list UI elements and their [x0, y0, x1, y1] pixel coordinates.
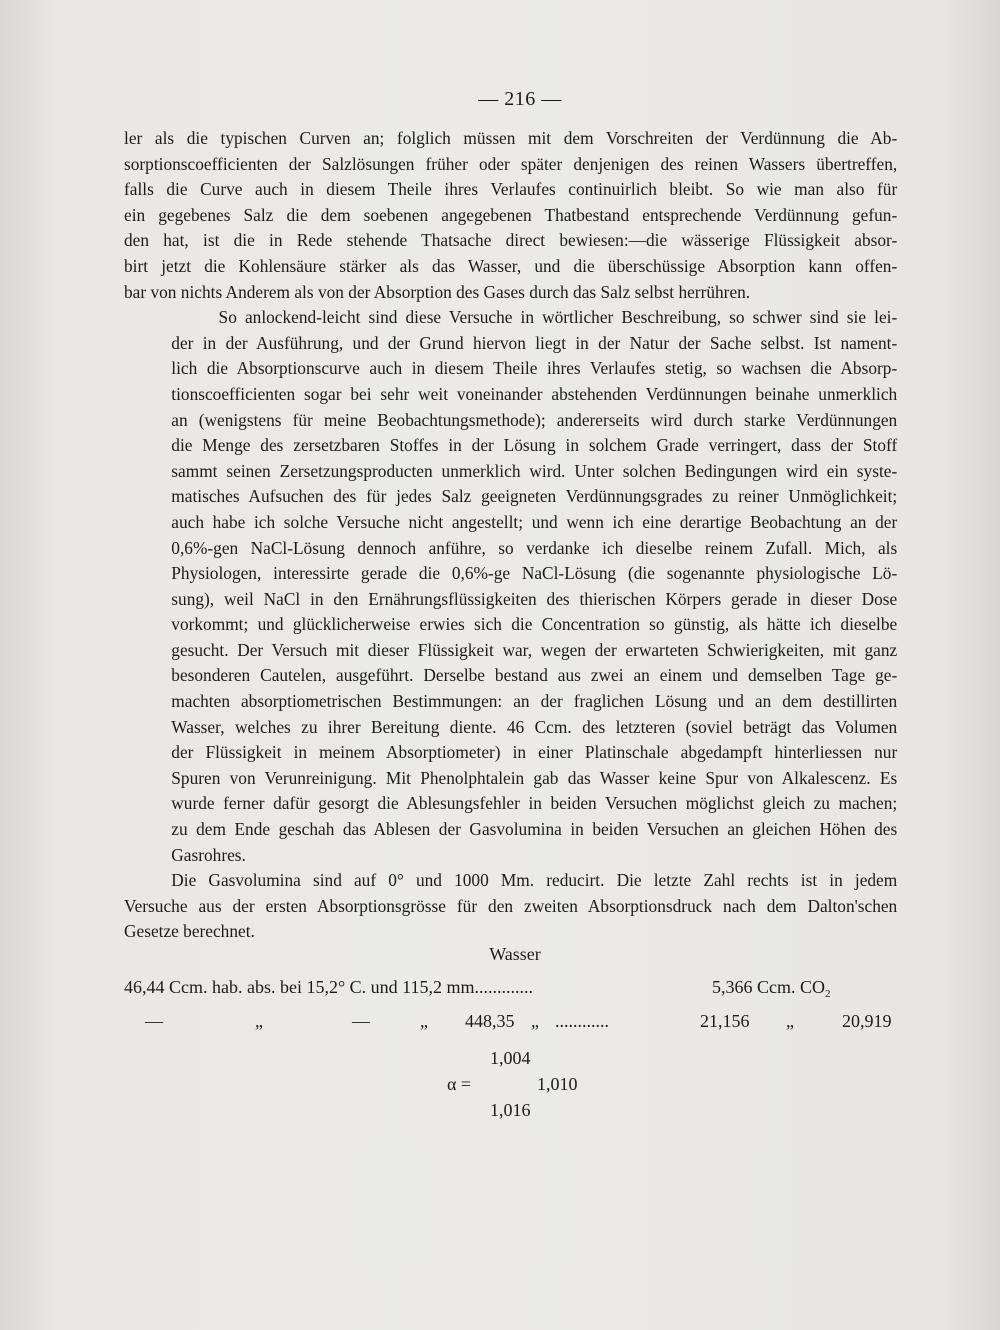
text-line: vorkommt; und glücklicherweise erwies sich die Concentration so günstig, als hätte ich dieselbe — [171, 614, 898, 635]
alpha-value-1: 1,004 — [490, 1048, 531, 1068]
text-line: der in der Ausführung, und der Grund hiervon liegt in der Natur der Sache selbst. Ist nament- — [171, 332, 898, 353]
text-line: auch habe ich solche Versuche nicht angestellt; und wenn ich eine derartige Beobachtung an der — [171, 511, 898, 532]
text-line: falls die Curve auch in diesem Theile ihres Verlaufes continuirlich bleibt. So wie man also für — [124, 179, 898, 200]
text-line: tionscoefficienten sogar bei sehr weit voneinander abstehenden Verdünnungen beinahe unmerklich — [171, 383, 898, 404]
row-2-dash-1: — — [145, 1011, 163, 1031]
row-1-result-value: 5,366 Ccm. CO — [712, 977, 826, 997]
text-line: Wasser, welches zu ihrer Bereitung diente. 46 Ccm. des letzteren (soviel beträgt das Volumen — [171, 716, 898, 737]
text-line: ein gegebenes Salz die dem soebenen angegebenen Thatbestand entsprechende Verdünnung gefun- — [124, 204, 898, 225]
row-1-measurement: 46,44 Ccm. hab. abs. bei 15,2° C. und 115,2 mm............. — [124, 977, 534, 997]
text-line: sammt seinen Zersetzungsproducten unmerklich wird. Unter solchen Bedingungen wird ein syste- — [171, 460, 898, 481]
text-line: 0,6%-gen NaCl-Lösung dennoch anführe, so verdanke ich dieselbe reinem Zufall. Mich, als — [171, 537, 898, 558]
text-line: Gesetze berechnet. — [124, 921, 255, 942]
page-number: — 216 — — [478, 88, 562, 110]
row-2-ditto-1: „ — [255, 1011, 263, 1031]
body-text — [124, 126, 897, 945]
paragraph-1 — [124, 126, 897, 305]
row-2-dots: ............ — [555, 1011, 609, 1031]
row-1-subscript: 2 — [825, 988, 831, 1000]
text-line: matisches Aufsuchen des für jedes Salz geeigneten Verdünnungsgrades zu reiner Unmöglichkeit; — [171, 486, 898, 507]
alpha-value-3: 1,016 — [490, 1100, 531, 1120]
alpha-value-2: 1,010 — [537, 1074, 578, 1094]
text-line: lich die Absorptionscurve auch in diesem Theile ihres Verlaufes stetig, so wachsen die Absorp- — [171, 358, 898, 379]
text-line: Gasrohres. — [171, 844, 246, 865]
paragraph-3 — [124, 868, 897, 945]
text-line: sorptionscoefficienten der Salzlösungen früher oder später denjenigen des reinen Wassers übertreffen, — [124, 153, 898, 174]
alpha-label: α = — [447, 1074, 472, 1094]
text-line: bar von nichts Anderem als von der Absorption des Gases durch das Salz selbst herrühren. — [124, 281, 751, 302]
text-line: So anlockend-leicht sind diese Versuche in wörtlicher Beschreibung, so schwer sind sie lei- — [218, 307, 898, 328]
text-line: besonderen Cautelen, ausgeführt. Derselbe bestand aus zwei an einem und demselben Tage ge- — [171, 665, 898, 686]
text-line: gesucht. Der Versuch mit dieser Flüssigkeit war, wegen der erwarteten Schwierigkeiten, mit ganz — [171, 639, 898, 660]
text-line: ler als die typischen Curven an; folglich müssen mit dem Vorschreiten der Verdünnung die Ab- — [124, 128, 898, 148]
text-line: birt jetzt die Kohlensäure stärker als das Wasser, und die überschüssige Absorption kann offen- — [124, 255, 898, 276]
text-line: wurde ferner dafür gesorgt die Ablesungsfehler in beiden Versuchen möglichst gleich zu machen; — [171, 793, 898, 814]
text-line: Physiologen, interessirte gerade die 0,6%-ge NaCl-Lösung (die sogenannte physiologische Lö- — [171, 563, 898, 584]
row-2-calculated: 20,919 — [842, 1011, 892, 1031]
row-2-ditto-3: „ — [531, 1011, 539, 1031]
text-line: der Flüssigkeit in meinem Absorptiometer) in einer Platinschale abgedampft hinterliessen nur — [171, 742, 898, 763]
table-title: Wasser — [489, 944, 541, 964]
text-line: Die Gasvolumina sind auf 0° und 1000 Mm. reducirt. Die letzte Zahl rechts ist in jedem — [171, 870, 898, 891]
text-line: die Menge des zersetzbaren Stoffes in der Lösung in solchem Grade verringert, dass der Stoff — [171, 435, 898, 456]
paragraph-2 — [124, 305, 897, 868]
row-2-dash-2: — — [352, 1011, 370, 1031]
text-line: Versuche aus der ersten Absorptionsgrösse für den zweiten Absorptionsdruck nach dem Dalton'schen — [124, 895, 898, 916]
row-1-result — [712, 977, 831, 1000]
text-line: an (wenigstens für meine Beobachtungsmethode); andererseits wird durch starke Verdünnungen — [171, 409, 898, 430]
row-2-pressure: 448,35 — [465, 1011, 515, 1031]
text-line: machten absorptiometrischen Bestimmungen: an der fraglichen Lösung und an dem destillirten — [171, 691, 898, 712]
row-2-ditto-4: „ — [786, 1011, 794, 1031]
text-line: zu dem Ende geschah das Ablesen der Gasvolumina in beiden Versuchen an gleichen Höhen des — [171, 819, 898, 840]
text-line: den hat, ist die in Rede stehende Thatsache direct bewiesen:—die wässerige Flüssigkeit absor- — [124, 230, 898, 251]
text-line: sung), weil NaCl in den Ernährungsflüssigkeiten des thierischen Körpers gerade in dieser Dose — [171, 588, 898, 609]
row-2-result: 21,156 — [700, 1011, 750, 1031]
text-line: Spuren von Verunreinigung. Mit Phenolphtalein gab das Wasser keine Spur von Alkalescenz. Es — [171, 767, 898, 788]
row-2-ditto-2: „ — [420, 1011, 428, 1031]
